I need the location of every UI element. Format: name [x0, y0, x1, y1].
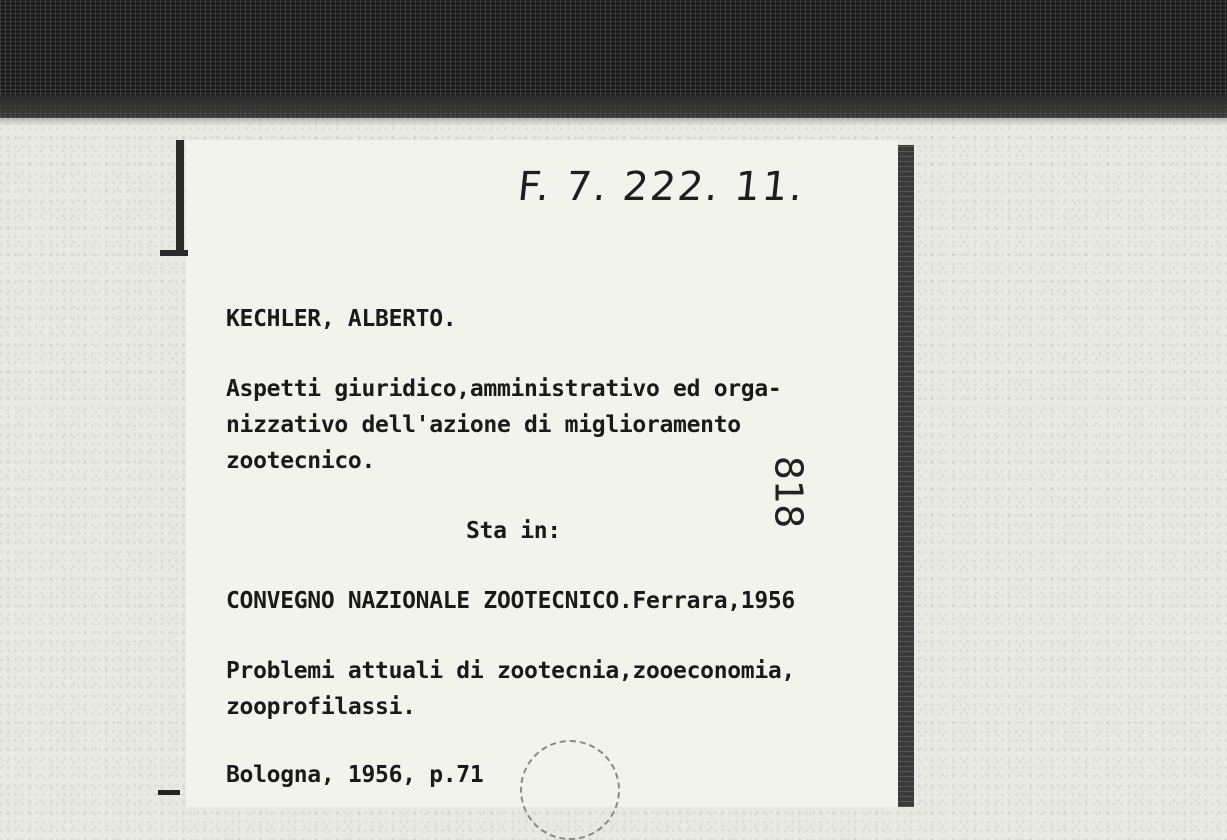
circular-stamp: [520, 740, 620, 840]
scan-band-shadow: [0, 95, 1227, 125]
publication-line-1: Problemi attuali di zootecnia,zooeconomia,: [226, 658, 795, 684]
card-edge-tick: [160, 250, 188, 256]
margin-mark: [158, 790, 180, 795]
title-line-2: nizzativo dell'azione di miglioramento: [226, 412, 741, 438]
conference-line: CONVEGNO NAZIONALE ZOOTECNICO.Ferrara,1956: [226, 588, 795, 614]
title-line-1: Aspetti giuridico,amministrativo ed orga-: [226, 376, 782, 402]
publication-line-2: zooprofilassi.: [226, 694, 416, 720]
shelfmark: F. 7. 222. 11.: [515, 164, 807, 210]
card-right-edge: [898, 145, 914, 807]
author-line: KECHLER, ALBERTO.: [226, 306, 457, 332]
title-line-3: zootecnico.: [226, 448, 376, 474]
sta-in-label: Sta in:: [466, 518, 561, 544]
imprint-line: Bologna, 1956, p.71: [226, 762, 484, 788]
card-left-edge: [176, 140, 184, 250]
stamp-number: 818: [766, 455, 811, 529]
